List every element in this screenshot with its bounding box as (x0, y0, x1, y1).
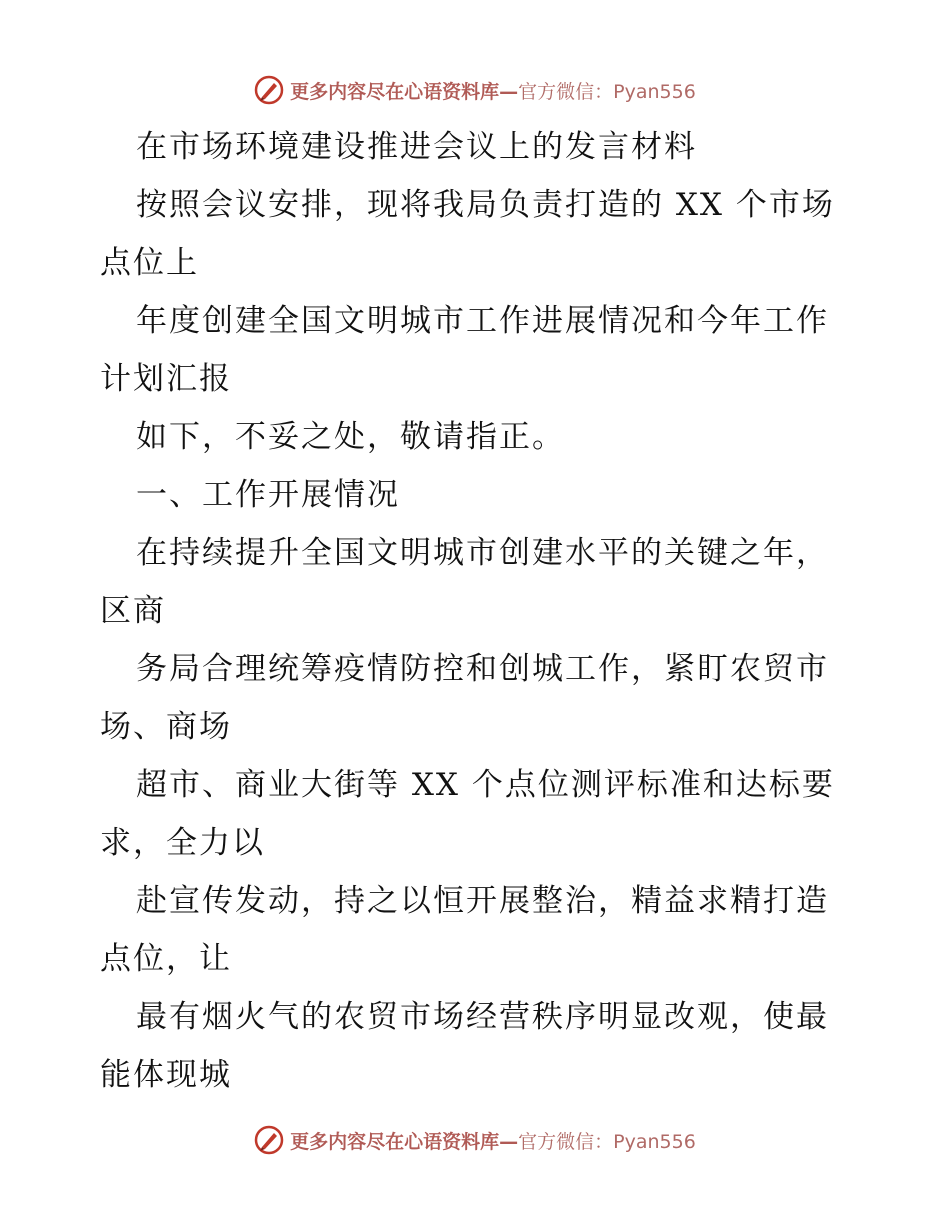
pen-logo-icon (254, 75, 284, 105)
paragraph-line: 按照会议安排，现将我局负责打造的 XX 个市场 (136, 187, 835, 223)
paragraph-line: 最有烟火气的农贸市场经营秩序明显改观，使最 (136, 999, 829, 1035)
paragraph-line: 赴宣传发动，持之以恒开展整治，精益求精打造 (136, 883, 829, 919)
paragraph-line: 点位上 (100, 245, 199, 281)
banner-wechat-text: 官方微信：Pyan556 (518, 80, 696, 103)
banner-separator: — (499, 80, 519, 103)
document-title: 在市场环境建设推进会议上的发言材料 (136, 129, 697, 165)
banner-wechat-text: 官方微信：Pyan556 (518, 1130, 696, 1153)
paragraph-line: 超市、商业大街等 XX 个点位测评标准和达标要 (136, 767, 835, 803)
header-banner (0, 70, 950, 110)
banner-separator: — (499, 1130, 519, 1153)
banner-text (290, 77, 696, 104)
paragraph-line: 场、商场 (100, 709, 232, 745)
section-heading: 一、工作开展情况 (136, 477, 400, 513)
paragraph-line: 求，全力以 (100, 825, 265, 861)
banner-main-text: 更多内容尽在心语资料库 (290, 80, 500, 103)
paragraph-line: 区商 (100, 593, 166, 629)
banner-main-text: 更多内容尽在心语资料库 (290, 1130, 500, 1153)
banner-text (290, 1127, 696, 1154)
paragraph-line: 务局合理统筹疫情防控和创城工作，紧盯农贸市 (136, 651, 829, 687)
paragraph-line: 点位，让 (100, 941, 232, 977)
paragraph-line: 计划汇报 (100, 361, 232, 397)
paragraph-line: 如下，不妥之处，敬请指正。 (136, 419, 565, 455)
footer-banner (0, 1120, 950, 1160)
paragraph-line: 在持续提升全国文明城市创建水平的关键之年， (136, 535, 829, 571)
paragraph-line: 能体现城 (100, 1057, 232, 1093)
pen-logo-icon (254, 1125, 284, 1155)
paragraph-line: 年度创建全国文明城市工作进展情况和今年工作 (136, 303, 829, 339)
